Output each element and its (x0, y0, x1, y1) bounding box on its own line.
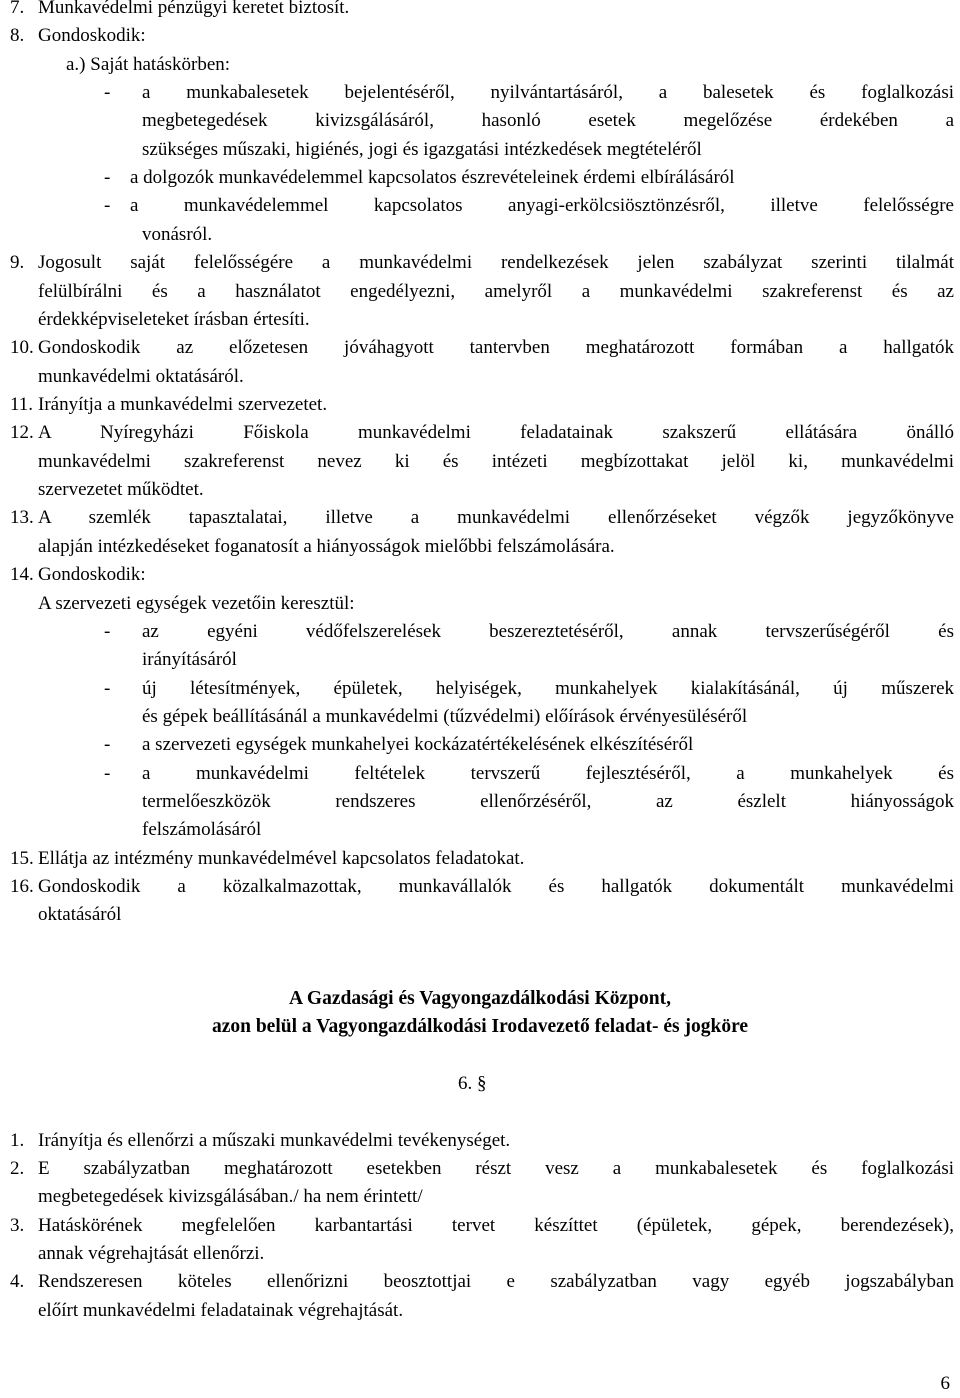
item-line: Hatáskörének megfelelően karbantartási tervet készíttet (épületek, gépek, berendezések), (38, 1215, 954, 1236)
bullet-line: a munkavédelmi feltételek tervszerű fejlesztéséről, a munkahelyek és (142, 763, 954, 784)
bullet-dash: - (104, 763, 111, 784)
item-number: 9. (10, 252, 25, 273)
bullet-dash: - (104, 82, 111, 103)
item-text: Ellátja az intézmény munkavédelmével kapcsolatos feladatokat. (38, 848, 525, 869)
section-title-line1: A Gazdasági és Vagyongazdálkodási Központ, (289, 988, 671, 1009)
bullet-dash: - (104, 621, 111, 642)
bullet-line: megbetegedések kivizsgálásáról, hasonló esetek megelőzése érdekében a (142, 110, 954, 131)
bullet-line: termelőeszközök rendszeres ellenőrzéséről, az észlelt hiányosságok (142, 791, 954, 812)
bullet-dash: - (104, 167, 111, 188)
bullet-line: irányításáról (142, 649, 237, 670)
bullet-dash: - (104, 734, 111, 755)
item-line: Rendszeresen köteles ellenőrizni beosztottjai e szabályzatban vagy egyéb jogszabályban (38, 1271, 954, 1292)
item-text: Munkavédelmi pénzügyi keretet biztosít. (38, 0, 350, 18)
sub-heading: a.) Saját hatáskörben: (66, 54, 231, 75)
bullet-dash: - (104, 195, 111, 216)
bullet-line: új létesítmények, épületek, helyiségek, munkahelyek kialakításánál, új műszerek (142, 678, 954, 699)
item-number: 16. (10, 876, 34, 897)
item-text: Gondoskodik: (38, 25, 146, 46)
item-number: 12. (10, 422, 34, 443)
item-line: A szemlék tapasztalatai, illetve a munkavédelmi ellenőrzéseket végzők jegyzőkönyve (38, 507, 954, 528)
item-line: alapján intézkedéseket foganatosít a hiányosságok mielőbbi felszámolására. (38, 536, 615, 557)
item-text: Irányítja a munkavédelmi szervezetet. (38, 394, 328, 415)
item-number: 4. (10, 1271, 25, 1292)
bullet-line: és gépek beállításánál a munkavédelmi (tűzvédelmi) előírások érvényesüléséről (142, 706, 748, 727)
item-line: felülbírálni és a használatot engedélyezni, amelyről a munkavédelmi szakreferenst és az (38, 281, 954, 302)
item-line: annak végrehajtását ellenőrzi. (38, 1243, 265, 1264)
item-number: 7. (10, 0, 25, 18)
bullet-line: a munkabalesetek bejelentéséről, nyilvántartásáról, a balesetek és foglalkozási (142, 82, 954, 103)
item-number: 14. (10, 564, 34, 585)
item-line: előírt munkavédelmi feladatainak végrehajtását. (38, 1300, 404, 1321)
item-line: oktatásáról (38, 904, 122, 925)
item-line: Gondoskodik az előzetesen jóváhagyott tantervben meghatározott formában a hallgatók (38, 337, 954, 358)
item-number: 15. (10, 848, 34, 869)
item-line: A Nyíregyházi Főiskola munkavédelmi feladatainak szakszerű ellátására önálló (38, 422, 954, 443)
item-number: 3. (10, 1215, 25, 1236)
bullet-line: szükséges műszaki, higiénés, jogi és igazgatási intézkedések megtételéről (142, 139, 702, 160)
item-intro: A szervezeti egységek vezetőin keresztül: (38, 593, 355, 614)
item-line: Jogosult saját felelősségére a munkavédelmi rendelkezések jelen szabályzat szerinti tilalmát (38, 252, 954, 273)
section-title-line2: azon belül a Vagyongazdálkodási Irodavezető feladat- és jogköre (211, 1016, 749, 1037)
paragraph-number: 6. § (458, 1073, 487, 1094)
item-number: 13. (10, 507, 34, 528)
page-number: 6 (940, 1373, 950, 1394)
item-line: munkavédelmi szakreferenst nevez ki és intézeti megbízottakat jelöl ki, munkavédelmi (38, 451, 954, 472)
bullet-dash: - (104, 678, 111, 699)
bullet-line: a dolgozók munkavédelemmel kapcsolatos észrevételeinek érdemi elbírálásáról (130, 167, 735, 188)
bullet-line: a szervezeti egységek munkahelyei kockázatértékelésének elkészítéséről (142, 734, 694, 755)
bullet-line: a munkavédelemmel kapcsolatos anyagi-erkölcsiösztönzésről, illetve felelősségre (130, 195, 954, 216)
item-number: 2. (10, 1158, 25, 1179)
item-number: 1. (10, 1130, 25, 1151)
bullet-line: felszámolásáról (142, 819, 262, 840)
bullet-line: vonásról. (142, 224, 213, 245)
item-line: munkavédelmi oktatásáról. (38, 366, 244, 387)
bullet-line: az egyéni védőfelszerelések beszereztetéséről, annak tervszerűségéről és (142, 621, 954, 642)
item-number: 11. (10, 394, 34, 415)
item-line: E szabályzatban meghatározott esetekben részt vesz a munkabalesetek és foglalkozási (38, 1158, 954, 1179)
item-number: 8. (10, 25, 25, 46)
item-text: Gondoskodik: (38, 564, 146, 585)
item-line: érdekképviseleteket írásban értesíti. (38, 309, 310, 330)
item-line: Irányítja és ellenőrzi a műszaki munkavédelmi tevékenységet. (38, 1130, 511, 1151)
item-line: szervezetet működtet. (38, 479, 204, 500)
item-number: 10. (10, 337, 34, 358)
item-line: Gondoskodik a közalkalmazottak, munkavállalók és hallgatók dokumentált munkavédelmi (38, 876, 954, 897)
item-line: megbetegedések kivizsgálásában./ ha nem érintett/ (38, 1186, 423, 1207)
